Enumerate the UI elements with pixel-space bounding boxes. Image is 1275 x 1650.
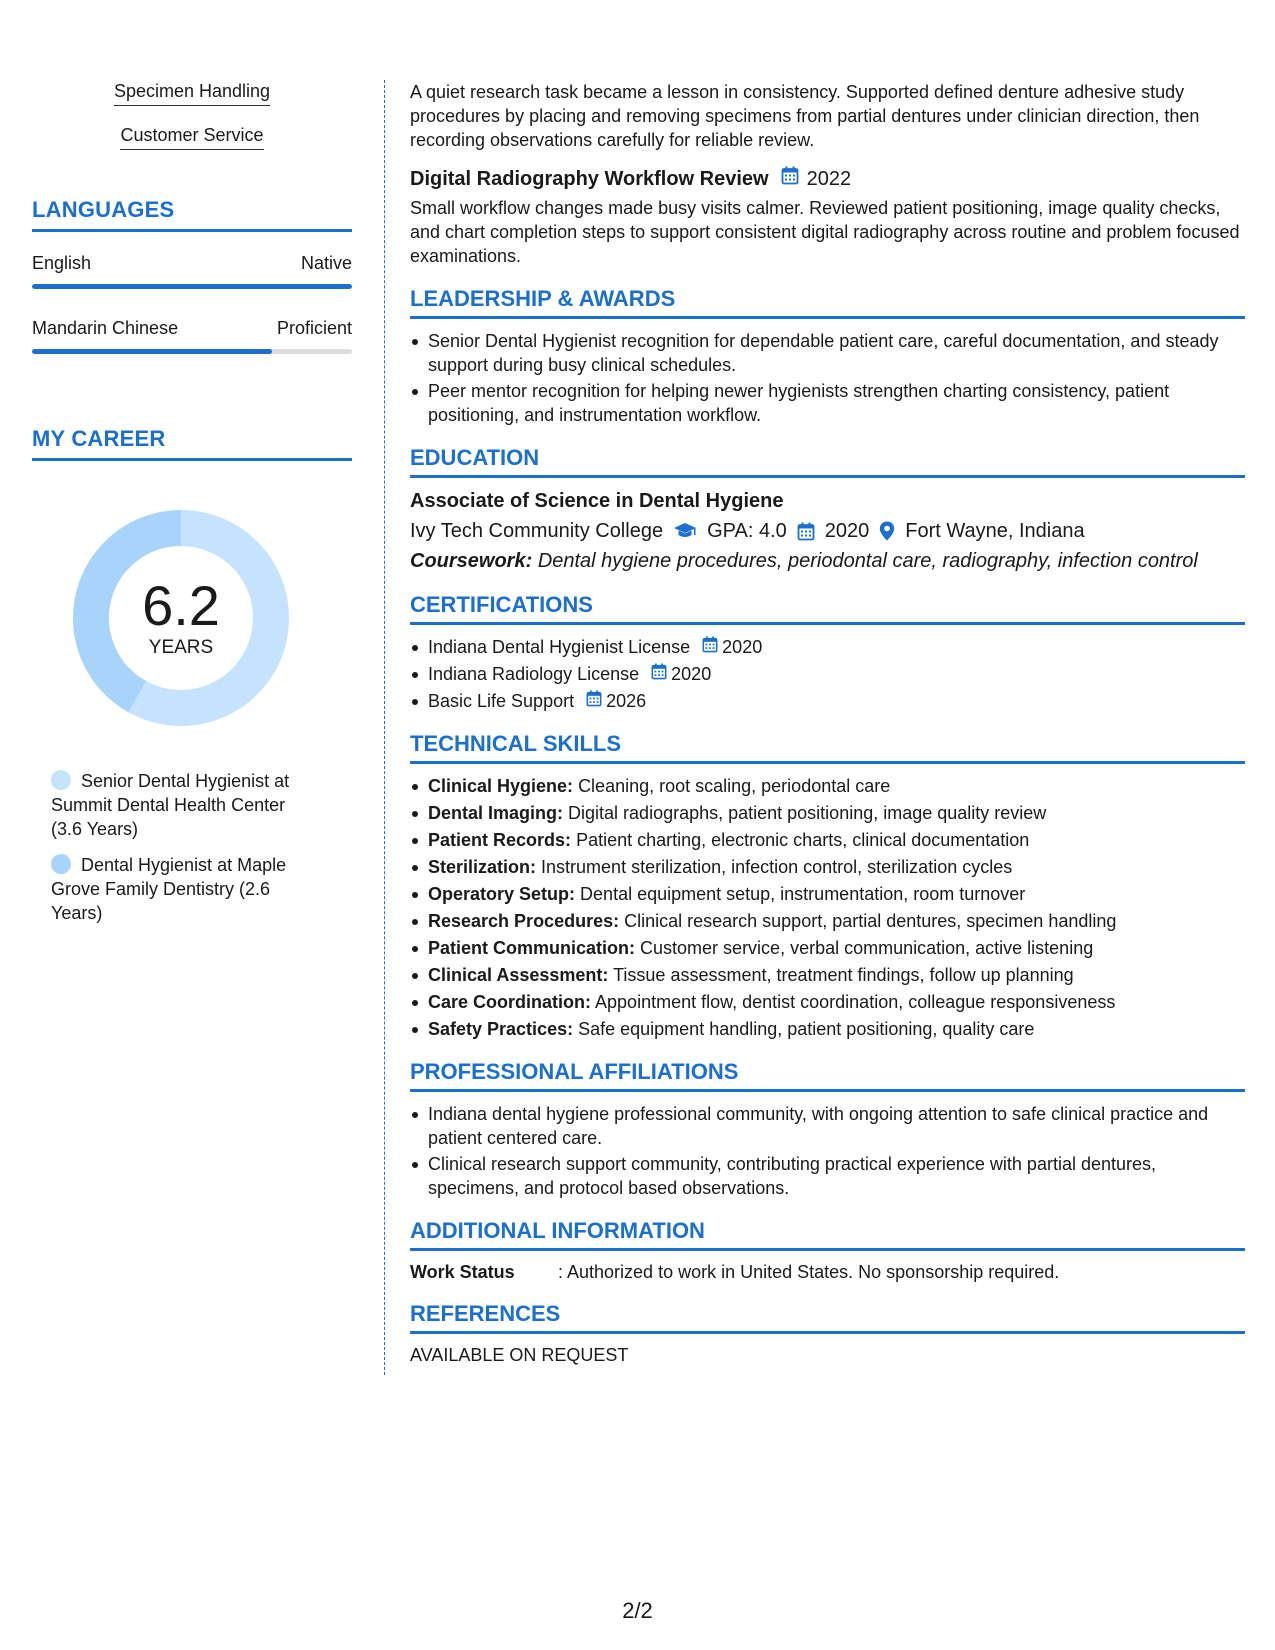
section-heading: EDUCATION	[410, 445, 1245, 478]
skill-item	[410, 909, 1245, 933]
career-donut-chart	[66, 503, 296, 733]
skill-value: Patient charting, electronic charts, clinical documentation	[576, 830, 1030, 850]
skill-label: Safety Practices:	[428, 1019, 574, 1039]
section-heading: REFERENCES	[410, 1301, 1245, 1334]
skill-item	[410, 882, 1245, 906]
skill-label: Patient Communication:	[428, 938, 636, 958]
language-name: Mandarin Chinese	[32, 318, 179, 338]
skill-label: Clinical Assessment:	[428, 965, 609, 985]
language-row	[32, 317, 352, 354]
graduation-cap-icon	[673, 522, 697, 540]
intro-paragraph: A quiet research task became a lesson in consistency. Supported defined denture adhesive study procedures by placing and removing specimens from partial dentures under clinician direction, then recording observations carefully for reliable review.	[410, 82, 1200, 150]
career-heading: MY CAREER	[32, 426, 352, 461]
list-item: Peer mentor recognition for helping newer hygienists strengthen charting consistency, patient positioning, and instrumentation workflow.	[410, 379, 1245, 427]
skill-label: Patient Records:	[428, 830, 572, 850]
education-details	[410, 518, 1245, 544]
calendar-icon	[651, 662, 667, 686]
career-legend-label: Senior Dental Hygienist at Summit Dental Health Center (3.6 Years)	[51, 771, 290, 839]
list-item: Clinical research support community, contributing practical experience with partial dentures, specimens, and protocol based observations.	[410, 1152, 1245, 1200]
info-value: : Authorized to work in United States. No sponsorship required.	[558, 1262, 1060, 1282]
references-section	[410, 1301, 1245, 1366]
section-heading: LEADERSHIP & AWARDS	[410, 286, 1245, 319]
career-legend-item	[51, 769, 311, 841]
column-divider	[384, 80, 385, 1375]
career-total-years: 6.2	[142, 574, 220, 637]
certifications-section	[410, 592, 1245, 713]
skill-label: Dental Imaging:	[428, 803, 564, 823]
project-description: Small workflow changes made busy visits calmer. Reviewed patient positioning, image quality checks, and chart completion steps to support consistent digital radiography across routine and problem focused examinations.	[410, 198, 1240, 266]
skill-value: Dental equipment setup, instrumentation, room turnover	[580, 884, 1026, 904]
skill-label: Sterilization:	[428, 857, 537, 877]
language-proficiency-bar	[32, 349, 352, 354]
language-row	[32, 252, 352, 289]
coursework	[410, 548, 1245, 574]
certification-item	[410, 662, 1245, 686]
coursework-label: Coursework:	[410, 550, 533, 572]
skill-label: Care Coordination:	[428, 992, 592, 1012]
certification-item	[410, 689, 1245, 713]
legend-dot	[51, 854, 71, 874]
project-year: 2022	[806, 168, 852, 190]
main-content	[410, 80, 1245, 1366]
project-title-row	[410, 166, 1245, 192]
certification-item	[410, 635, 1245, 659]
certification-year: 2026	[606, 691, 647, 711]
calendar-icon	[702, 635, 718, 659]
degree-title: Associate of Science in Dental Hygiene	[410, 490, 784, 512]
skill-item	[410, 963, 1245, 987]
skill-item	[410, 936, 1245, 960]
career-legend	[51, 769, 311, 925]
career-total-unit: YEARS	[148, 637, 214, 658]
info-key: Work Status	[410, 1262, 515, 1282]
list-item: Senior Dental Hygienist recognition for dependable patient care, careful documentation, and steady support during busy clinical schedules.	[410, 329, 1245, 377]
skill-item	[410, 855, 1245, 879]
skill-item	[410, 801, 1245, 825]
languages-section	[32, 197, 352, 354]
language-proficiency-fill	[32, 349, 272, 354]
languages-heading: LANGUAGES	[32, 197, 352, 232]
technical-skills-section	[410, 731, 1245, 1041]
career-section	[32, 426, 352, 925]
school-name: Ivy Tech Community College	[410, 520, 664, 542]
skill-value: Customer service, verbal communication, active listening	[640, 938, 1094, 958]
section-heading: PROFESSIONAL AFFILIATIONS	[410, 1059, 1245, 1092]
calendar-icon	[781, 166, 799, 192]
language-proficiency-fill	[32, 284, 352, 289]
skill-label: Research Procedures:	[428, 911, 620, 931]
certification-year: 2020	[722, 637, 763, 657]
certification-name: Indiana Radiology License	[428, 664, 640, 684]
language-name: English	[32, 253, 92, 273]
list-item: Indiana dental hygiene professional community, with ongoing attention to safe clinical practice and patient centered care.	[410, 1102, 1245, 1150]
language-level: Proficient	[276, 318, 352, 338]
skill-value: Appointment flow, dentist coordination, colleague responsiveness	[595, 992, 1116, 1012]
career-legend-item	[51, 853, 311, 925]
legend-dot	[51, 770, 71, 790]
project-title: Digital Radiography Workflow Review	[410, 168, 769, 190]
skill-item	[410, 990, 1245, 1014]
language-level: Native	[300, 253, 352, 273]
section-heading: CERTIFICATIONS	[410, 592, 1245, 625]
section-heading: TECHNICAL SKILLS	[410, 731, 1245, 764]
calendar-icon	[586, 689, 602, 713]
certification-year: 2020	[671, 664, 712, 684]
skill-label: Clinical Hygiene:	[428, 776, 574, 796]
skill-value: Instrument sterilization, infection control, sterilization cycles	[541, 857, 1013, 877]
sidebar	[32, 80, 352, 937]
skill-value: Digital radiographs, patient positioning, image quality review	[568, 803, 1047, 823]
gpa: GPA: 4.0	[707, 520, 787, 542]
additional-info-section	[410, 1218, 1245, 1283]
leadership-section	[410, 286, 1245, 427]
graduation-year: 2020	[824, 520, 870, 542]
skill-item	[410, 828, 1245, 852]
education-section	[410, 445, 1245, 574]
references-text: AVAILABLE ON REQUEST	[410, 1345, 629, 1365]
skill-item	[410, 1017, 1245, 1041]
affiliations-section	[410, 1059, 1245, 1200]
certification-name: Basic Life Support	[428, 691, 575, 711]
skill-item	[410, 774, 1245, 798]
skill-value: Tissue assessment, treatment findings, follow up planning	[613, 965, 1074, 985]
page-number: 2/2	[622, 1598, 653, 1623]
skill-tag: Specimen Handling	[114, 80, 270, 106]
certification-name: Indiana Dental Hygienist License	[428, 637, 691, 657]
skill-label: Operatory Setup:	[428, 884, 576, 904]
coursework-list: Dental hygiene procedures, periodontal care, radiography, infection control	[537, 550, 1198, 572]
language-proficiency-bar	[32, 284, 352, 289]
location-pin-icon	[879, 521, 895, 541]
career-legend-label: Dental Hygienist at Maple Grove Family Dentistry (2.6 Years)	[51, 855, 287, 923]
skill-value: Safe equipment handling, patient positioning, quality care	[578, 1019, 1035, 1039]
school-location: Fort Wayne, Indiana	[905, 520, 1085, 542]
skill-tags	[32, 80, 352, 150]
calendar-icon	[797, 522, 815, 541]
skill-value: Cleaning, root scaling, periodontal care	[578, 776, 891, 796]
section-heading: ADDITIONAL INFORMATION	[410, 1218, 1245, 1251]
skill-tag: Customer Service	[120, 124, 263, 150]
skill-value: Clinical research support, partial dentures, specimen handling	[624, 911, 1117, 931]
